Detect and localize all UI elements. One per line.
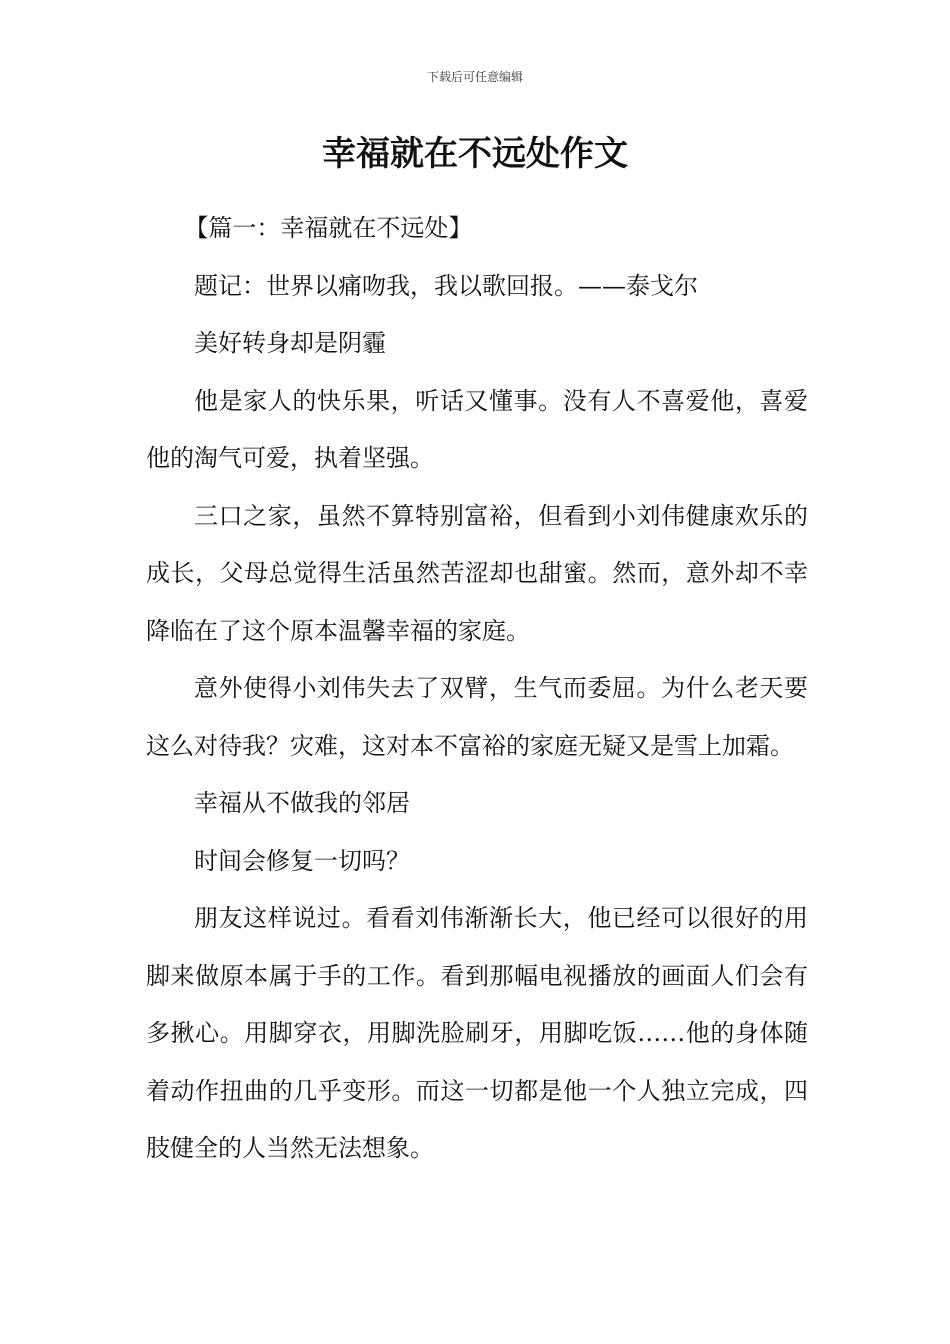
subheading: 美好转身却是阴霾 <box>194 329 386 357</box>
document-body <box>146 200 808 1178</box>
header-note: 下载后可任意编辑 <box>426 70 523 84</box>
paragraph: 意外使得小刘伟失去了双臂，生气而委屈。为什么老天要这么对待我？灾难，这对本不富裕的家庭无疑又是雪上加霜。 <box>146 674 808 760</box>
paragraph: 时间会修复一切吗？ <box>194 846 410 875</box>
paragraph: 三口之家，虽然不算特别富裕，但看到小刘伟健康欢乐的成长，父母总觉得生活虽然苦涩却也甜蜜。然而，意外却不幸降临在了这个原本温馨幸福的家庭。 <box>146 501 808 645</box>
section-heading: 【篇一：幸福就在不远处】 <box>184 214 473 242</box>
paragraph: 朋友这样说过。看看刘伟渐渐长大，他已经可以很好的用脚来做原本属于手的工作。看到那幅电视播放的画面人们会有多揪心。用脚穿衣，用脚洗脸刷牙，用脚吃饭……他的身体随着动作扭曲的几乎变形。而这一切都是他一个人独立完成，四肢健全的人当然无法想象。 <box>146 904 808 1162</box>
paragraph: 他是家人的快乐果，听话又懂事。没有人不喜爱他，喜爱他的淘气可爱，执着坚强。 <box>146 386 808 472</box>
document-title: 幸福就在不远处作文 <box>322 134 628 174</box>
subheading: 幸福从不做我的邻居 <box>194 789 410 817</box>
epigraph: 题记：世界以痛吻我，我以歌回报。——泰戈尔 <box>194 271 698 300</box>
